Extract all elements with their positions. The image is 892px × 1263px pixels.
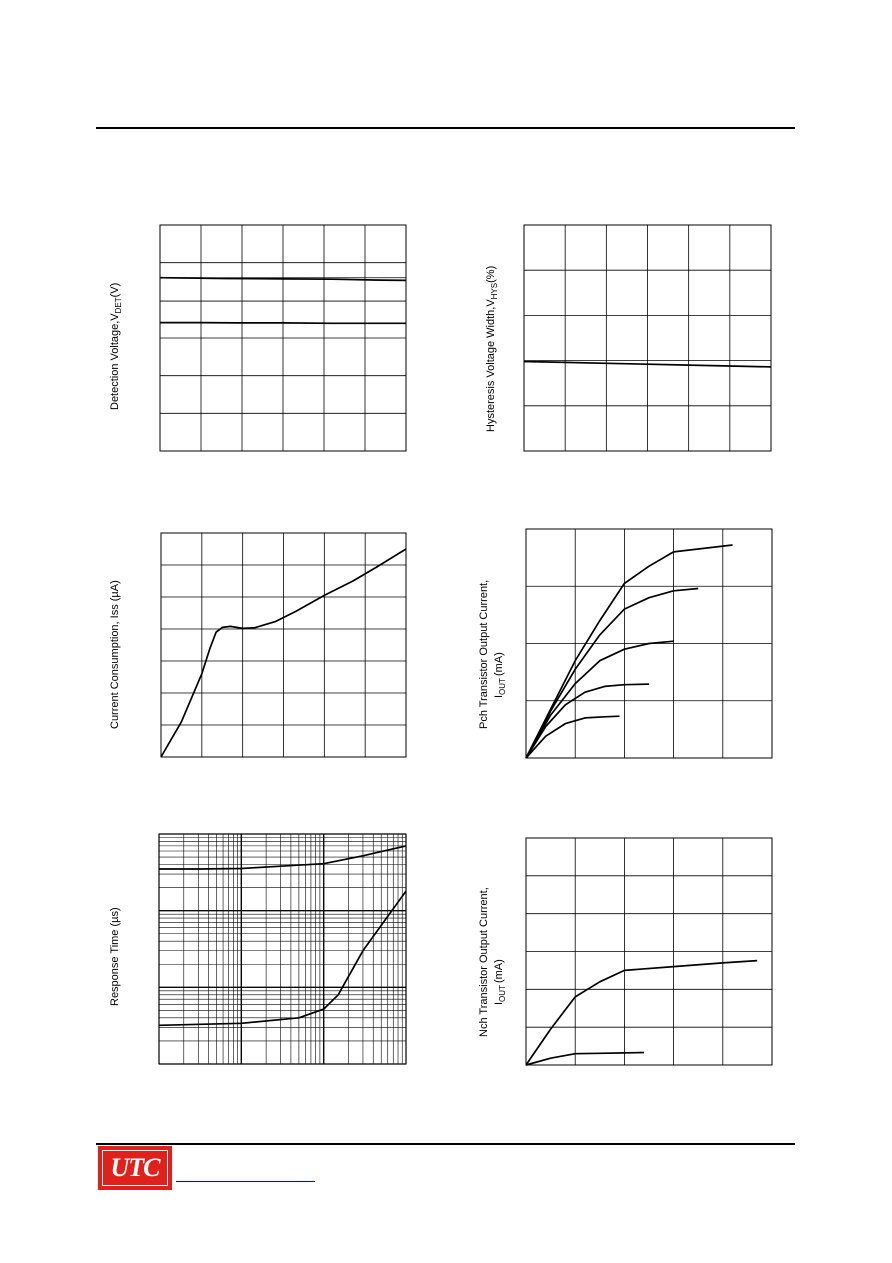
utc-logo-text: UTC — [110, 1153, 160, 1182]
series-line-2 — [526, 1053, 644, 1066]
gridlines — [160, 225, 406, 451]
y-axis-label-text: Response Time (µs) — [109, 907, 121, 1006]
gridlines — [161, 533, 406, 757]
pch-output-current-chart — [478, 529, 772, 758]
y-axis-label-unit: (%) — [485, 265, 497, 283]
series-line-1 — [159, 846, 406, 869]
y-axis-label-unit: (V) — [109, 282, 121, 298]
y-axis-label-sub: OUT — [498, 985, 507, 1002]
y-axis-label-unit: (mA) — [493, 959, 505, 984]
current-consumption-chart — [109, 533, 406, 757]
gridlines — [524, 225, 771, 451]
series-line-1 — [526, 545, 733, 758]
utc-logo — [98, 1146, 172, 1190]
y-axis-label — [109, 907, 121, 1006]
y-axis-label-unit: (mA) — [493, 652, 505, 677]
series-line-3 — [526, 641, 674, 758]
y-axis-label-text: Hysteresis Voltage Width,V — [485, 299, 497, 432]
y-axis-label-text: I — [493, 694, 505, 698]
y-axis-label-line1 — [478, 580, 490, 729]
series-line-2 — [160, 323, 406, 324]
y-axis-label-text: Detection Voltage,V — [109, 313, 121, 410]
y-axis-label-sub: OUT — [498, 678, 507, 695]
y-axis-label — [109, 580, 121, 729]
y-axis-label-text: Nch Transistor Output Current, — [478, 887, 490, 1037]
y-axis-label-text: Current Consumption, Iss (µA) — [109, 580, 121, 729]
data-series — [159, 846, 406, 1025]
y-axis-label-text: Pch Transistor Output Current, — [478, 579, 490, 729]
y-axis-label-line2 — [493, 959, 507, 1005]
y-axis-label-line2 — [493, 652, 507, 698]
y-axis-label-sub: DET — [114, 297, 123, 314]
nch-output-current-chart — [478, 838, 772, 1065]
y-axis-label — [485, 266, 499, 432]
gridlines — [526, 838, 772, 1065]
website-link-underline[interactable] — [176, 1181, 315, 1182]
y-axis-label — [109, 283, 123, 410]
hysteresis-width-chart — [485, 225, 771, 451]
utc-logo-frame — [102, 1150, 168, 1186]
detection-voltage-chart — [109, 225, 406, 451]
y-axis-label-line1 — [478, 887, 490, 1037]
y-axis-label-sub: HYS — [490, 282, 499, 300]
y-axis-label-text: I — [493, 1001, 505, 1005]
data-series — [526, 545, 733, 758]
response-time-chart — [109, 834, 406, 1064]
